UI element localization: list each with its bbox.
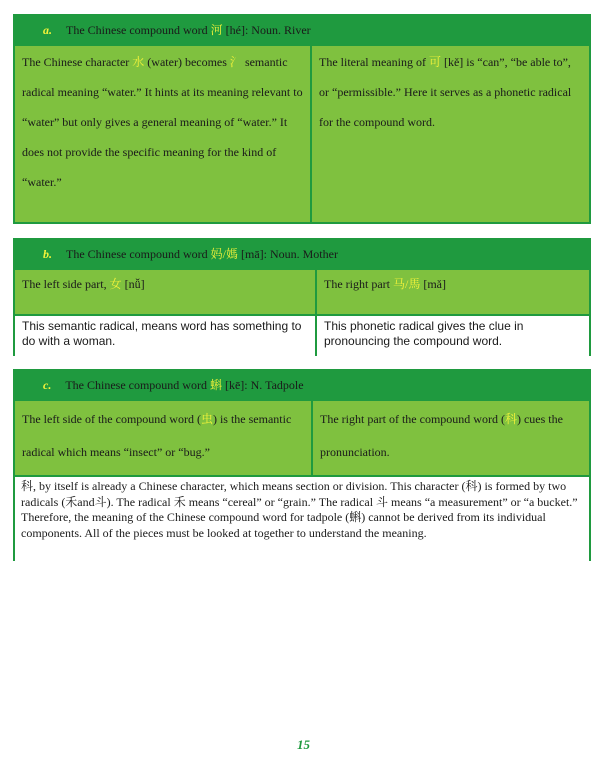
section-b-right-desc: This phonetic radical gives the clue in pronouncing the compound word. (324, 319, 524, 348)
section-a-header-pre: The Chinese compound word (66, 23, 211, 37)
section-b-left-label-post: [nǚ] (121, 277, 145, 291)
section-b-right-label-post: [mǎ] (420, 277, 446, 291)
section-c-left-han: 虫 (200, 412, 213, 426)
section-b-header-pre: The Chinese compound word (66, 247, 211, 261)
section-b-right-label-han: 马/馬 (392, 277, 421, 291)
section-c-header-pre: The Chinese compound word (65, 378, 210, 392)
section-a-header-post: [hé]: Noun. River (222, 23, 311, 37)
section-a-tag: a. (43, 23, 52, 37)
section-b-right-label-pre: The right part (324, 277, 393, 291)
page-number: 15 (297, 737, 310, 752)
section-a-left-radical: 氵 (229, 55, 242, 69)
section-a-left-rest: semantic radical meaning “water.” It hints at its meaning relevant to “water” but only gives a general meaning of “water.” It does not provide the specific meaning for the kind of “water.” (22, 55, 303, 189)
section-a-header-han: 河 (210, 23, 223, 37)
section-a-left-post: (water) becomes (144, 55, 230, 69)
section-c (13, 369, 591, 561)
section-b-left-label-pre: The left side part, (22, 277, 110, 291)
section-c-right-han: 科 (504, 412, 517, 426)
section-c-left-pre: The left side of the compound word ( (22, 412, 201, 426)
section-b-header (15, 240, 589, 270)
section-b-left-label-han: 女 (109, 277, 122, 291)
section-a-right-cell (312, 46, 589, 222)
section-c-right-cell (313, 401, 589, 475)
section-b-header-han: 妈/媽 (210, 247, 238, 261)
section-a-right-pre: The literal meaning of (319, 55, 429, 69)
section-c-right-post: ) cues the pronunciation. (320, 412, 563, 459)
section-a-header (15, 16, 589, 46)
section-c-header-han: 蝌 (209, 378, 222, 392)
section-c-left-post: ) is the semantic radical which means “insect” or “bug.” (22, 412, 292, 459)
section-c-header-post: [kē]: N. Tadpole (221, 378, 304, 392)
section-a-left-pre: The Chinese character (22, 55, 133, 69)
section-a-right-post: [kě] is “can”, “be able to”, or “permissible.” Here it serves as a phonetic radical for the compound word. (319, 55, 572, 129)
section-a-left-han: 水 (132, 55, 145, 69)
section-b-header-post: [mā]: Noun. Mother (237, 247, 338, 261)
section-b-left-desc: This semantic radical, means word has something to do with a woman. (15, 316, 317, 356)
section-a (13, 14, 591, 224)
section-c-header (15, 371, 589, 401)
section-b-right-label-cell (317, 270, 589, 314)
section-c-note: 科, by itself is already a Chinese character, which means section or division. This character (科) is formed by two radicals (禾and斗). The radical 禾 means “cereal” or “grain.” The radical 斗 means “a measurement” or “a bucket.” Therefore, the meaning of the Chinese compound word for tadpole (蝌) cannot be derived from its individual components. All of the pieces must be looked at together to understand the meaning. (21, 479, 578, 540)
section-c-tag: c. (43, 378, 52, 392)
section-b-tag: b. (43, 247, 52, 261)
section-b (13, 238, 591, 356)
section-a-left-cell (15, 46, 312, 222)
section-b-left-label-cell (15, 270, 317, 314)
section-c-right-pre: The right part of the compound word ( (320, 412, 505, 426)
section-a-right-han: 可 (428, 55, 441, 69)
section-c-left-cell (15, 401, 313, 475)
